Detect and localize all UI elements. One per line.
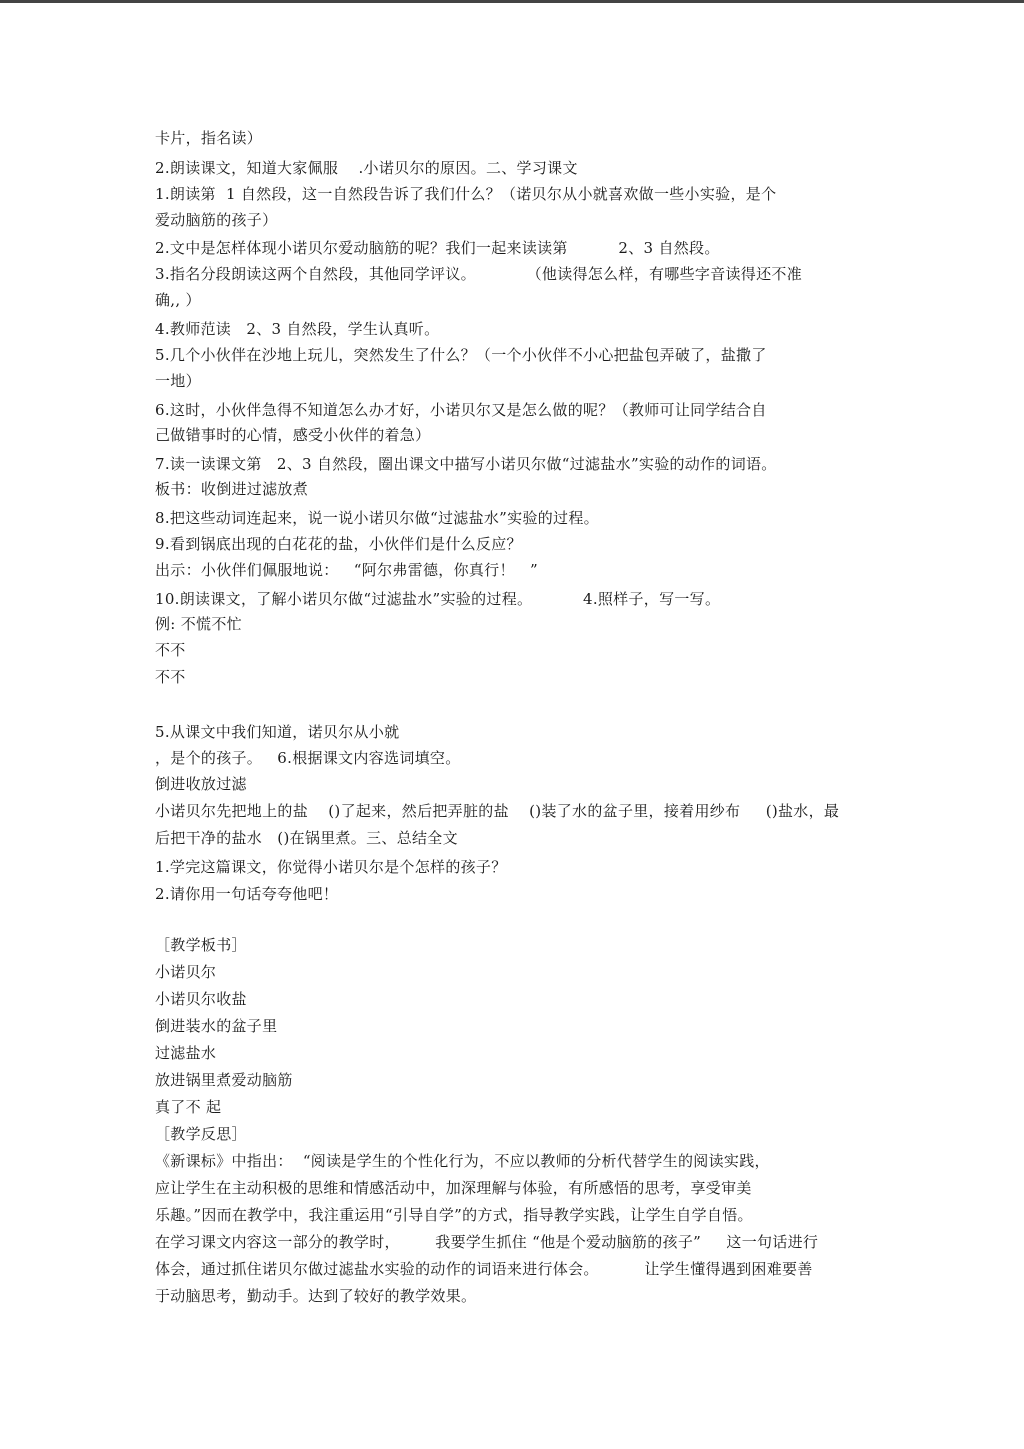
text-line: 倒进装水的盆子里: [155, 1017, 278, 1035]
text-line: 9.看到锅底出现的白花花的盐，小伙伴们是什么反应？: [155, 535, 522, 553]
text-line: 爱动脑筋的孩子）: [155, 211, 278, 229]
text-line: 4.教师范读 2、3 自然段，学生认真听。: [155, 320, 440, 338]
text-line: 小诺贝尔先把地上的盐 ()了起来，然后把弄脏的盐 ()装了水的盆子里，接着用纱布 ()盐水，最: [155, 802, 840, 820]
text-line: 2.请你用一句话夸夸他吧！: [155, 885, 339, 903]
text-line: 小诺贝尔收盐: [155, 990, 247, 1008]
text-line: 6.这时，小伙伴急得不知道怎么办才好，小诺贝尔又是怎么做的呢？（教师可让同学结合自: [155, 401, 767, 419]
text-line: 1.学完这篇课文，你觉得小诺贝尔是个怎样的孩子？: [155, 858, 507, 876]
text-line: 应让学生在主动积极的思维和情感活动中，加深理解与体验，有所感悟的思考，享受审美: [155, 1179, 752, 1197]
text-line: 例: 不慌不忙: [155, 615, 242, 633]
text-line: 10.朗读课文，了解小诺贝尔做“过滤盐水”实验的过程。 4.照样子，写一写。: [155, 590, 721, 608]
text-line: 7.读一读课文第 2、3 自然段，圈出课文中描写小诺贝尔做“过滤盐水”实验的动作的词语。: [155, 455, 777, 473]
text-line: 5.从课文中我们知道，诺贝尔从小就: [155, 723, 400, 741]
text-line: 真了不 起: [155, 1098, 222, 1116]
text-line: 1.朗读第 1 自然段，这一自然段告诉了我们什么？（诺贝尔从小就喜欢做一些小实验，是个: [155, 185, 777, 203]
text-line: 板书：收倒进过滤放煮: [155, 480, 309, 498]
text-line: 在学习课文内容这一部分的教学时， 我要学生抓住 “他是个爱动脑筋的孩子” 这一句话进行: [155, 1233, 819, 1251]
text-line: 确,, ）: [155, 291, 201, 309]
text-line: 乐趣。”因而在教学中，我注重运用“引导自学”的方式，指导教学实践，让学生自学自悟。: [155, 1206, 753, 1224]
text-line: 卡片，指名读）: [155, 129, 263, 147]
text-line: 放进锅里煮爱动脑筋: [155, 1071, 293, 1089]
text-line: ［教学板书］: [155, 936, 247, 954]
text-line: 不不: [155, 668, 186, 686]
text-line: 2.文中是怎样体现小诺贝尔爱动脑筋的呢？我们一起来读读第 2、3 自然段。: [155, 239, 720, 257]
text-line: 不不: [155, 641, 186, 659]
text-line: 倒进收放过滤: [155, 775, 247, 793]
text-line: 后把干净的盐水 ()在锅里煮。三、总结全文: [155, 829, 458, 847]
text-line: 己做错事时的心情，感受小伙伴的着急）: [155, 426, 431, 444]
text-line: 《新课标》中指出： “阅读是学生的个性化行为，不应以教师的分析代替学生的阅读实践，: [155, 1152, 770, 1170]
top-border: [0, 0, 1024, 3]
text-line: 体会，通过抓住诺贝尔做过滤盐水实验的动作的词语来进行体会。 让学生懂得遇到困难要善: [155, 1260, 813, 1278]
text-line: ，是个的孩子。 6.根据课文内容选词填空。: [155, 749, 461, 767]
text-line: 2.朗读课文，知道大家佩服 .小诺贝尔的原因。二、学习课文: [155, 159, 578, 177]
text-line: 5.几个小伙伴在沙地上玩儿，突然发生了什么？（一个小伙伴不小心把盐包弄破了，盐撒了: [155, 346, 767, 364]
text-line: 3.指名分段朗读这两个自然段，其他同学评议。 （他读得怎么样，有哪些字音读得还不准: [155, 265, 802, 283]
text-line: 于动脑思考，勤动手。达到了较好的教学效果。: [155, 1287, 477, 1305]
text-line: 过滤盐水: [155, 1044, 217, 1062]
text-line: 8.把这些动词连起来，说一说小诺贝尔做“过滤盐水”实验的过程。: [155, 509, 599, 527]
text-line: 出示：小伙伴们佩服地说： “阿尔弗雷德，你真行！ ”: [155, 561, 538, 579]
text-line: 小诺贝尔: [155, 963, 217, 981]
text-line: ［教学反思］: [155, 1125, 247, 1143]
text-line: 一地）: [155, 372, 201, 390]
